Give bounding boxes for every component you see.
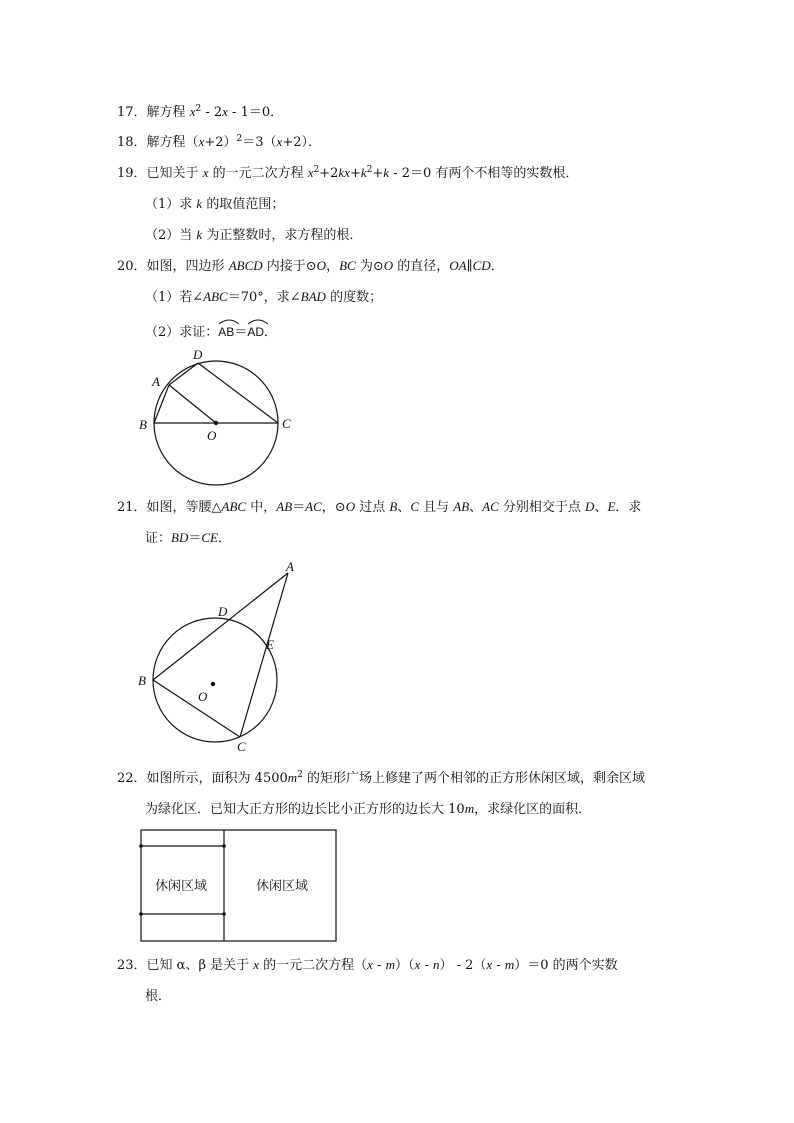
label-big-square: 休闲区域 bbox=[256, 879, 309, 894]
vertex-dot bbox=[139, 844, 143, 848]
question-20-part-2: （2）求证： AB＝ AD． bbox=[145, 317, 277, 342]
label-b: B bbox=[138, 673, 146, 688]
arc-mark-icon bbox=[247, 317, 269, 325]
arc-mark-icon bbox=[218, 317, 240, 325]
label-a: A bbox=[286, 559, 294, 574]
label-b: B bbox=[139, 417, 147, 432]
vertex-dot bbox=[139, 912, 143, 916]
segment-ad bbox=[169, 363, 198, 385]
question-17: 17．解方程 $x^2 - 2x - 1=0$． bbox=[117, 104, 284, 120]
question-19-part-2: （2）当 k 为正整数时，求方程的根． bbox=[145, 227, 363, 243]
side-ba bbox=[153, 573, 288, 680]
arc-ad: AD bbox=[247, 317, 264, 342]
question-18: 18．解方程$(x+2)^2=3(x+2)$． bbox=[117, 134, 321, 150]
question-19-part-1: （1）求 k 的取值范围； bbox=[145, 196, 285, 212]
segment-oa bbox=[169, 385, 216, 423]
vertex-dot bbox=[222, 912, 226, 916]
figure-21-triangle-circle bbox=[130, 555, 310, 755]
label-c: C bbox=[237, 739, 246, 754]
vertex-dot bbox=[222, 844, 226, 848]
center-point-o bbox=[211, 682, 215, 686]
question-19: 19．已知关于 x 的一元二次方程 $x^2+2kx+k^2+k - 2=0$ 有两个不相等的实数根． bbox=[117, 165, 579, 181]
question-22-line-2: 为绿化区．已知大正方形的边长比小正方形的边长大 10m，求绿化区的面积． bbox=[145, 801, 592, 817]
question-22: 22．如图所示，面积为 $4500m^2$ 的矩形广场上修建了两个相邻的正方形休闲区域，剩余区域 bbox=[117, 770, 646, 786]
question-20-part-1: （1）若∠ABC＝70°，求∠BAD 的度数； bbox=[145, 289, 383, 305]
figure-20-circle bbox=[130, 340, 310, 490]
label-o: O bbox=[198, 689, 208, 704]
side-ac bbox=[240, 573, 288, 737]
circle-o bbox=[153, 618, 277, 742]
center-point-o bbox=[214, 421, 218, 425]
label-small-square: 休闲区域 bbox=[155, 879, 208, 894]
segment-dc bbox=[198, 363, 278, 423]
figure-22-rectangle bbox=[135, 825, 345, 950]
question-21-line-2: 证：BD＝CE． bbox=[145, 530, 232, 546]
question-21: 21．如图，等腰△ABC 中，AB＝AC，⊙O 过点 B、C 且与 AB、AC 分别相交于点 D、E．求 bbox=[117, 499, 642, 515]
question-23: 23．已知 α、β 是关于 x 的一元二次方程（x - m）（x - n） - 2（x - m）＝0 的两个实数 bbox=[117, 957, 618, 973]
label-e: E bbox=[266, 637, 274, 652]
label-d: D bbox=[193, 347, 203, 362]
label-d: D bbox=[218, 604, 228, 619]
question-20: 20．如图，四边形 ABCD 内接于⊙O，BC 为⊙O 的直径，OA∥CD． bbox=[117, 258, 504, 274]
arc-ab: AB bbox=[218, 317, 234, 342]
label-c: C bbox=[282, 416, 291, 431]
question-23-line-2: 根． bbox=[145, 989, 172, 1004]
label-o: O bbox=[207, 428, 217, 443]
side-bc bbox=[153, 680, 240, 737]
segment-ba bbox=[154, 385, 169, 423]
label-a: A bbox=[152, 374, 160, 389]
